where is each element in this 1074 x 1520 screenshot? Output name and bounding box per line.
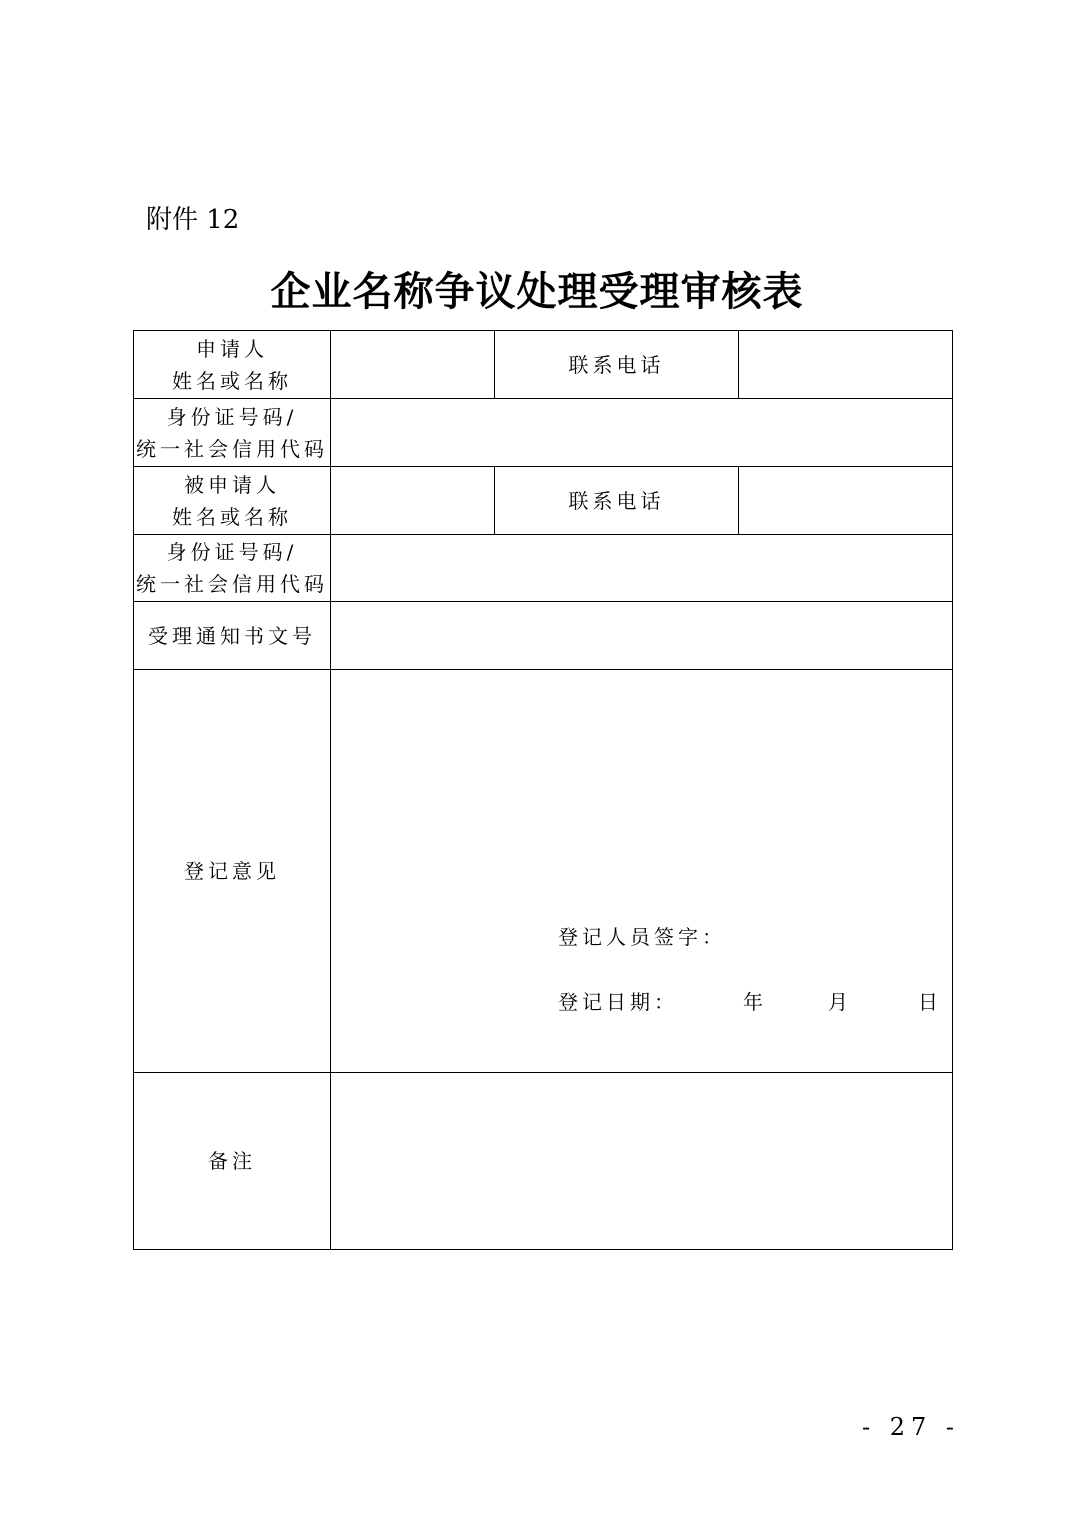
respondent-id-label-line1: 身份证号码/ [166, 540, 298, 564]
applicant-id-label-line2: 统一社会信用代码 [136, 436, 328, 461]
applicant-phone-label: 联系电话 [495, 331, 739, 399]
remarks-field[interactable] [331, 1073, 953, 1250]
opinion-field[interactable] [331, 670, 953, 1073]
date-line [558, 986, 948, 1018]
day-label: 日 [918, 990, 942, 1014]
respondent-name-field[interactable] [331, 467, 495, 535]
respondent-name-label-line1: 被申请人 [184, 472, 280, 497]
applicant-name-row [134, 331, 953, 399]
respondent-phone-field[interactable] [739, 467, 953, 535]
applicant-id-label [134, 399, 331, 467]
notice-number-label: 受理通知书文号 [134, 602, 331, 670]
applicant-name-field[interactable] [331, 331, 495, 399]
respondent-name-row [134, 467, 953, 535]
notice-number-row [134, 602, 953, 670]
respondent-name-label-line2: 姓名或名称 [172, 504, 292, 529]
opinion-row [134, 670, 953, 1073]
month-label: 月 [828, 990, 852, 1014]
year-label: 年 [743, 990, 767, 1014]
applicant-phone-field[interactable] [739, 331, 953, 399]
signature-label: 登记人员签字： [558, 925, 726, 949]
applicant-id-row [134, 399, 953, 467]
applicant-name-label [134, 331, 331, 399]
opinion-label: 登记意见 [134, 670, 331, 1073]
remarks-row [134, 1073, 953, 1250]
respondent-id-field[interactable] [331, 535, 953, 602]
notice-number-field[interactable] [331, 602, 953, 670]
page-number: - 27 - [862, 1413, 961, 1441]
remarks-label: 备注 [134, 1073, 331, 1250]
respondent-id-label [134, 535, 331, 602]
applicant-name-label-line1: 申请人 [196, 336, 268, 361]
review-form-table [133, 330, 953, 1250]
date-label: 登记日期： [558, 990, 678, 1014]
applicant-id-field[interactable] [331, 399, 953, 467]
applicant-id-label-line1: 身份证号码/ [166, 404, 298, 429]
respondent-id-label-line2: 统一社会信用代码 [136, 572, 328, 596]
form-title: 企业名称争议处理受理审核表 [270, 268, 804, 315]
respondent-phone-label: 联系电话 [495, 467, 739, 535]
respondent-id-row [134, 535, 953, 602]
applicant-name-label-line2: 姓名或名称 [172, 368, 292, 393]
respondent-name-label [134, 467, 331, 535]
annex-label: 附件 12 [146, 205, 240, 235]
